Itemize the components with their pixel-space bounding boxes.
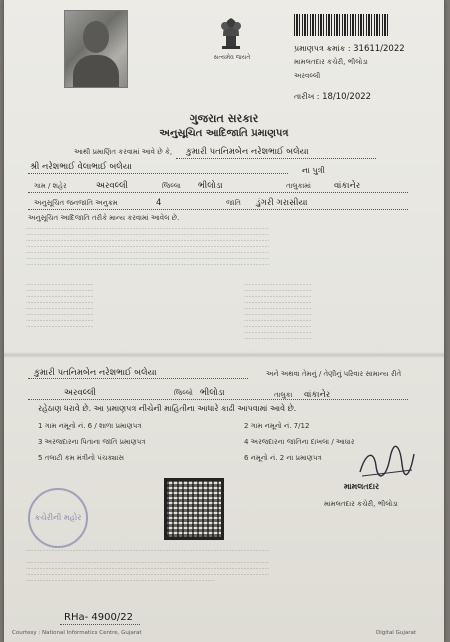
order-list-left: ……………………………………… ……………………………………… ……………………………………… ……………………………………… ……………………………………… ……………………………………… ……………………………………… ……………………………………… (26, 282, 94, 329)
list-number: 4 (156, 198, 162, 208)
issue-date-label: તારીખ : (294, 92, 320, 101)
doc-item-6: 6 નમૂનો નં. 2 ના પ્રમાણપત્ર (244, 454, 322, 462)
barcode (294, 14, 390, 36)
qr-code (164, 478, 224, 540)
doc-item-3: 3 અરજદારના પિતાના જાતિ પ્રમાણપત્ર (38, 438, 146, 446)
cert-number: 31611/2022 (353, 44, 405, 54)
applicant-name: કુમારી પતનિમબેન નરેશભાઈ બલેયા (186, 147, 309, 157)
certificate-title: અનુસૂચિત આદિજાતિ પ્રમાણપત્ર (159, 128, 289, 139)
cert-number-label: પ્રમાણપત્ર ક્રમાંક : (294, 44, 351, 53)
issuing-district: અરવલ્લી (294, 72, 321, 80)
national-emblem-icon (214, 12, 248, 52)
officer-signature (356, 442, 418, 482)
issue-date-row (294, 92, 371, 102)
doc-item-2: 2 ગામ નમૂનો નં. 7/12 (244, 422, 310, 430)
paper-fold (4, 352, 444, 358)
village-value: અરવલ્લી (96, 181, 128, 191)
handwritten-reference: RHa- 4900/22 (64, 612, 133, 623)
footer-brand: Digital Gujarat (376, 630, 417, 636)
district-value: ભીલોડા (198, 181, 223, 191)
issuing-office: મામલતદાર કચેરી, ભીલોડા (294, 58, 368, 66)
issue-date: 18/10/2022 (322, 92, 372, 102)
district-label: જિલ્લા (162, 182, 181, 190)
father-name: શ્રી નરેશભાઈ વેલાભાઈ બલેયા (30, 162, 132, 172)
second-name: કુમારી પતનિમબેન નરેશભાઈ બલેયા (34, 368, 157, 378)
caste-value: ડુંગરી ગરાસીયા (256, 198, 308, 208)
certificate-page (4, 0, 444, 642)
doc-item-1: 1 ગામ નમૂનો નં. 6 / શાળા પ્રમાણપત્ર (38, 422, 142, 430)
footer-courtesy: Courtesy : National Informatics Centre, Gujarat (12, 630, 142, 636)
doc-item-5: 5 તલાટી કમ મંત્રીનો પંચક્યાસ (38, 454, 125, 462)
order-list-right: ……………………………………… ……………………………………… ……………………………………… ……………………………………… ……………………………………… ……………………………………… ……………………………………… ……………………………………… ……………………………………… ……………………………………… (244, 282, 312, 341)
second-district: ભીલોડા (200, 388, 225, 398)
office-seal: કચેરીની મહોર (28, 488, 88, 548)
order-references: ……………………………………………………………………………………………………………………………………………… ……………………………………………………………………………………………………………………………………………… ……………………………………………………………………………………………………………………………………………… ……………………………………………………………………………………………………………………………………………… ……………………………………………………………………………………………………………………………………………… ……………………………………………………………………………………………………………………………………………… ……………………………………………………………………………………………………………………………………………… (26, 226, 269, 267)
cert-number-row (294, 44, 405, 54)
officer-office: મામલતદાર કચેરી, ભીલોડા (324, 500, 398, 508)
relation: ના પુત્રી (302, 166, 325, 175)
second-relation: અને અથવા તેમનું / તેણીનું પરિવાર સામાન્ય રીતે (266, 370, 402, 378)
clause-1: અનુસૂચિત આદિજાતિ તરીકે માન્ય કરવામાં આવેલ છે. (28, 214, 180, 222)
second-village: અરવલ્લી (64, 388, 96, 398)
village-label: ગામ / શહેર (34, 182, 67, 190)
taluka-value: વાંકાનેર (334, 181, 361, 191)
taluka-label: તાલુકામાં (286, 182, 311, 190)
list-label: અનુસૂચિત જનજાતિ અનુક્રમ (34, 199, 118, 207)
cert-intro: આથી પ્રમાણિત કરવામાં આવે છે કે, (74, 148, 173, 156)
government-title: ગુજરાત સરકાર (189, 112, 259, 125)
second-taluka: વાંકાનેર (304, 390, 331, 400)
clause-2: રહેઠાણ ધરાવે છે. આ પ્રમાણપત્ર નીચેની માહિતીના આધારે કાઢી આપવામાં આવે છે. (38, 404, 297, 413)
officer-title: મામલતદાર (344, 482, 380, 491)
footnotes: ……………………………………………………………………………………………………………………………………………… ……………………………………………………………………………………………………………………………………………… ……………………………………………………………………………………………………………………………………………… ……………………………………………………………………………………………………………………………………………… ……………………………………………………………………………………………………………… (26, 548, 269, 583)
caste-label: જાતિ (226, 199, 241, 207)
emblem-caption: સત્યમેવ જયતે (213, 54, 251, 61)
applicant-photo (64, 10, 128, 88)
second-district-label: જિલ્લો (174, 389, 193, 397)
second-taluka-label: તાલુકા (274, 391, 293, 399)
doc-item-4: 4 અરજદારના જાતિના દાખલા / આધાર (244, 438, 355, 446)
